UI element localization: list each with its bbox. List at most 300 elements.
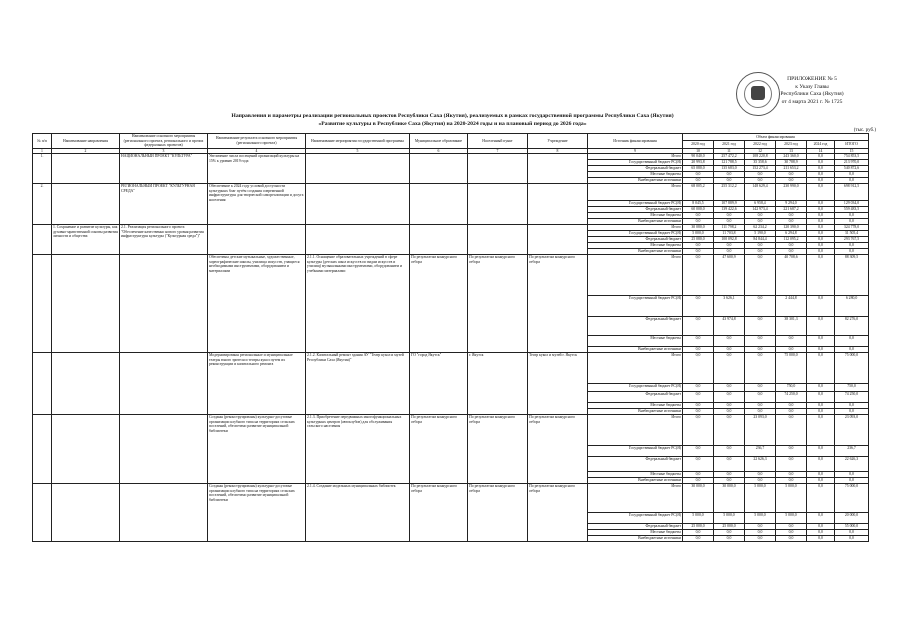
- cell-settlement: По результатам конкурсного отбора: [468, 415, 528, 484]
- cell-amount: 111 798,2: [714, 225, 745, 231]
- cell-amount: 25 080,0: [683, 237, 714, 243]
- cell-amount: 55 000,0: [835, 524, 869, 530]
- cell-amount: 0,0: [683, 446, 714, 457]
- cell-amount: 0,0: [776, 446, 807, 457]
- cell-amount: 0,0: [714, 219, 745, 225]
- cell-amount: 230 990,0: [776, 184, 807, 201]
- cell-source: Местные бюджеты: [588, 213, 683, 219]
- header-project: Наименование основного мероприятия (регионального проекта, регионального и прочих федеральных проектов): [120, 134, 208, 149]
- cell-amount: 0,0: [807, 484, 835, 513]
- cell-amount: 0,0: [745, 403, 776, 409]
- appendix-line: Республики Саха (Якутия): [780, 91, 844, 98]
- cell-amount: 31 505,4: [835, 231, 869, 237]
- cell-amount: 0,0: [835, 478, 869, 484]
- cell-amount: 0,0: [776, 409, 807, 415]
- cell-amount: 0,0: [683, 317, 714, 336]
- cell-num: 2.: [33, 184, 52, 225]
- cell-direction: [52, 353, 120, 415]
- cell-amount: 0,0: [745, 524, 776, 530]
- cell-amount: 5 000,0: [776, 484, 807, 513]
- cell-amount: 0,0: [683, 478, 714, 484]
- cell-amount: 257 472,2: [714, 154, 745, 160]
- cell-amount: 112 095,2: [776, 237, 807, 243]
- cell-source: Федеральный бюджет: [588, 166, 683, 172]
- cell-amount: 0,0: [745, 178, 776, 184]
- cell-amount: 0,0: [835, 472, 869, 478]
- table-row: [33, 184, 869, 201]
- cell-amount: 142 973,4: [745, 207, 776, 213]
- cell-amount: 0,0: [807, 472, 835, 478]
- cell-source: Внебюджетные источники: [588, 178, 683, 184]
- cell-amount: 0,0: [807, 225, 835, 231]
- cell-amount: 0,0: [714, 457, 745, 472]
- cell-amount: 0,0: [835, 336, 869, 347]
- cell-settlement: г. Якутск: [468, 353, 528, 415]
- cell-amount: 25 000,0: [714, 524, 745, 530]
- cell-source: Государственный бюджет РС(Я): [588, 296, 683, 317]
- cell-amount: 0,0: [714, 392, 745, 403]
- cell-institution: [528, 225, 588, 255]
- cell-amount: 47 600,9: [714, 255, 745, 296]
- cell-amount: 0,0: [776, 213, 807, 219]
- cell-amount: 0,0: [745, 219, 776, 225]
- cell-amount: 6 280,0: [835, 296, 869, 317]
- seal-emblem-icon: [751, 86, 765, 100]
- cell-project: [120, 415, 208, 484]
- cell-amount: 5 000,0: [683, 231, 714, 237]
- cell-result: [208, 225, 306, 255]
- cell-amount: 211 653,2: [776, 166, 807, 172]
- cell-num: [33, 415, 52, 484]
- cell-amount: 135 683,0: [714, 166, 745, 172]
- cell-source: Федеральный бюджет: [588, 524, 683, 530]
- cell-amount: 0,0: [807, 524, 835, 530]
- cell-direction: [52, 415, 120, 484]
- cell-amount: 0,0: [714, 446, 745, 457]
- cell-amount: 0,0: [714, 530, 745, 536]
- cell-event: [306, 225, 410, 255]
- cell-amount: 0,0: [714, 213, 745, 219]
- cell-num: 1.: [33, 154, 52, 184]
- cell-amount: 0,0: [683, 392, 714, 403]
- cell-amount: 0,0: [745, 347, 776, 353]
- cell-amount: 0,0: [745, 336, 776, 347]
- cell-amount: 0,0: [714, 472, 745, 478]
- cell-amount: 0,0: [683, 530, 714, 536]
- cell-source: Итого: [588, 415, 683, 446]
- cell-project: 2.1. Реализация регионального проекта "Обеспечение качественно нового уровня развития инфраструктуры культуры ("Культурная среда")": [120, 225, 208, 255]
- cell-amount: 0,0: [745, 478, 776, 484]
- cell-amount: 0,0: [683, 457, 714, 472]
- cell-amount: 60 000,0: [683, 207, 714, 213]
- cell-amount: 148 629,4: [745, 184, 776, 201]
- cell-institution: [528, 184, 588, 225]
- cell-source: Местные бюджеты: [588, 472, 683, 478]
- cell-amount: 0,0: [807, 536, 835, 542]
- cell-amount: 0,0: [835, 243, 869, 249]
- cell-amount: 0,0: [683, 409, 714, 415]
- cell-direction: [52, 255, 120, 353]
- column-number: 13: [776, 148, 807, 154]
- cell-amount: 30 000,0: [714, 484, 745, 513]
- column-number: 10: [683, 148, 714, 154]
- cell-amount: 22 626,3: [835, 457, 869, 472]
- cell-amount: 236,7: [745, 446, 776, 457]
- cell-source: Итого: [588, 184, 683, 201]
- cell-source: Внебюджетные источники: [588, 219, 683, 225]
- cell-settlement: По результатам конкурсного отбора: [468, 255, 528, 353]
- cell-direction: 1. Сохранение и развитие культуры, как духовно-нравственной основы развития личности и общества: [52, 225, 120, 255]
- header-year: 2021 год: [714, 141, 745, 148]
- column-number: 8: [528, 148, 588, 154]
- cell-amount: 0,0: [745, 213, 776, 219]
- cell-project: [120, 255, 208, 353]
- cell-amount: 0,0: [776, 347, 807, 353]
- cell-amount: 0,0: [807, 392, 835, 403]
- header-settlement: Населенный пункт: [468, 134, 528, 149]
- cell-source: Федеральный бюджет: [588, 207, 683, 213]
- cell-amount: 0,0: [835, 347, 869, 353]
- cell-amount: 23 093,0: [745, 415, 776, 446]
- cell-project: [120, 484, 208, 542]
- cell-amount: 3 626,1: [714, 296, 745, 317]
- cell-amount: 0,0: [807, 296, 835, 317]
- cell-amount: 221 687,2: [776, 207, 807, 213]
- cell-amount: 152 273,4: [745, 166, 776, 172]
- cell-event: 2.1.2. Капитальный ремонт здания АУ "Театр кукол и музей Республики Саха (Якутия)": [306, 353, 410, 415]
- cell-settlement: [468, 184, 528, 225]
- cell-amount: 0,0: [835, 219, 869, 225]
- cell-amount: 9 294,0: [776, 201, 807, 207]
- cell-num: [33, 353, 52, 415]
- cell-source: Итого: [588, 225, 683, 231]
- cell-amount: 0,0: [683, 415, 714, 446]
- cell-amount: 121 788,5: [714, 160, 745, 166]
- cell-amount: 559 483,5: [835, 207, 869, 213]
- cell-amount: 0,0: [807, 160, 835, 166]
- column-number: 3: [120, 148, 208, 154]
- cell-amount: 0,0: [745, 353, 776, 384]
- appendix-line: ПРИЛОЖЕНИЕ № 5: [787, 76, 837, 82]
- column-number: 11: [714, 148, 745, 154]
- cell-event: [306, 184, 410, 225]
- cell-amount: 11 703,8: [714, 231, 745, 237]
- column-number: 6: [410, 148, 468, 154]
- cell-amount: 0,0: [714, 243, 745, 249]
- cell-result: Обеспечение к 2024 году условий доступности культурных благ путём создания современной инфраструктуры для творческой самореализации и досуга населения: [208, 184, 306, 225]
- header-total: ИТОГО: [835, 141, 869, 148]
- cell-amount: 0,0: [683, 384, 714, 392]
- cell-source: Итого: [588, 154, 683, 160]
- cell-amount: 0,0: [683, 296, 714, 317]
- cell-amount: 0,0: [776, 524, 807, 530]
- cell-amount: 6 294,8: [776, 231, 807, 237]
- cell-amount: 0,0: [807, 172, 835, 178]
- cell-amount: 0,0: [745, 243, 776, 249]
- column-number: 12: [745, 148, 776, 154]
- cell-amount: 5 000,0: [745, 484, 776, 513]
- cell-amount: 0,0: [807, 178, 835, 184]
- cell-amount: 698 912,5: [835, 184, 869, 201]
- cell-result: Увеличение числа посещений организаций культуры на 15% к уровню 2019 года: [208, 154, 306, 184]
- cell-source: Внебюджетные источники: [588, 347, 683, 353]
- cell-amount: 0,0: [807, 255, 835, 296]
- cell-source: Местные бюджеты: [588, 172, 683, 178]
- cell-institution: Театр кукол и музей г. Якутск: [528, 353, 588, 415]
- cell-amount: 0,0: [683, 243, 714, 249]
- cell-amount: 35 358,6: [745, 160, 776, 166]
- cell-direction: [52, 184, 120, 225]
- cell-source: Федеральный бюджет: [588, 392, 683, 403]
- cell-event: 2.1.1. Оснащение образовательных учреждений в сфере культуры (детских школ искусств по видам искусств и училищ) музыкальными инструментами, оборудованием и учебными материалами: [306, 255, 410, 353]
- cell-amount: 0,0: [683, 403, 714, 409]
- cell-source: Местные бюджеты: [588, 403, 683, 409]
- cell-amount: 0,0: [683, 472, 714, 478]
- cell-amount: 0,0: [714, 172, 745, 178]
- cell-amount: 120 390,0: [776, 225, 807, 231]
- header-num: № п/п: [33, 134, 52, 149]
- cell-amount: 0,0: [714, 347, 745, 353]
- cell-amount: 0,0: [776, 415, 807, 446]
- cell-source: Государственный бюджет РС(Я): [588, 384, 683, 392]
- cell-result: Обеспечены детские музыкальные, художественные, хореографические школы, училища искусств, учащиеся необходимыми инструментами, оборудованием и материалами: [208, 255, 306, 353]
- cell-amount: 0,0: [745, 472, 776, 478]
- cell-amount: 0,0: [714, 478, 745, 484]
- cell-amount: 0,0: [776, 536, 807, 542]
- cell-amount: 6 958,4: [745, 201, 776, 207]
- financing-table: [32, 133, 869, 542]
- table-row: [33, 484, 869, 513]
- cell-amount: 0,0: [807, 213, 835, 219]
- cell-amount: 0,0: [745, 172, 776, 178]
- cell-amount: 0,0: [745, 409, 776, 415]
- cell-amount: 0,0: [745, 255, 776, 296]
- cell-source: Местные бюджеты: [588, 243, 683, 249]
- cell-amount: 0,0: [714, 353, 745, 384]
- cell-amount: 0,0: [835, 530, 869, 536]
- header-event: Наименование мероприятия государственной программы: [306, 134, 410, 149]
- cell-amount: 40 708,6: [776, 255, 807, 296]
- title-line-1: Направления и параметры реализации региональных проектов Республики Саха (Якутия), реализуемых в рамках государственной программы Республики Саха (Якутия): [231, 113, 674, 119]
- cell-amount: 0,0: [714, 403, 745, 409]
- column-number: 7: [468, 148, 528, 154]
- cell-source: Федеральный бюджет: [588, 457, 683, 472]
- cell-amount: 0,0: [807, 457, 835, 472]
- cell-amount: 0,0: [745, 536, 776, 542]
- cell-amount: 0,0: [683, 336, 714, 347]
- document-title: [40, 112, 865, 128]
- cell-amount: 0,0: [745, 296, 776, 317]
- column-number: 14: [807, 148, 835, 154]
- cell-amount: 5 000,0: [776, 513, 807, 524]
- cell-num: [33, 225, 52, 255]
- cell-amount: 0,0: [835, 536, 869, 542]
- cell-amount: 0,0: [807, 219, 835, 225]
- cell-institution: По результатам конкурсного отбора: [528, 415, 588, 484]
- cell-amount: 0,0: [807, 446, 835, 457]
- cell-amount: 540 872,6: [835, 166, 869, 172]
- cell-source: Внебюджетные источники: [588, 536, 683, 542]
- cell-amount: 75 000,0: [776, 353, 807, 384]
- cell-amount: 324 778,0: [835, 225, 869, 231]
- cell-amount: 0,0: [835, 178, 869, 184]
- cell-amount: 0,0: [714, 409, 745, 415]
- header-result: Наименование результата основного мероприятия (регионального проекта): [208, 134, 306, 149]
- cell-municipality: По результатам конкурсного отбора: [410, 255, 468, 353]
- cell-amount: 100 092,8: [714, 237, 745, 243]
- cell-amount: 0,0: [807, 231, 835, 237]
- cell-amount: 0,0: [776, 457, 807, 472]
- cell-amount: 5 000,0: [714, 513, 745, 524]
- cell-amount: 0,0: [745, 392, 776, 403]
- cell-amount: 0,0: [776, 178, 807, 184]
- column-number: 15: [835, 148, 869, 154]
- cell-amount: 0,0: [745, 384, 776, 392]
- cell-amount: 0,0: [776, 403, 807, 409]
- cell-amount: 0,0: [835, 409, 869, 415]
- cell-num: [33, 255, 52, 353]
- cell-amount: 107 889,9: [714, 201, 745, 207]
- cell-amount: 0,0: [807, 166, 835, 172]
- cell-amount: 30 080,0: [683, 225, 714, 231]
- header-volume: Объем финансирования: [683, 134, 869, 141]
- header-institution: Учреждение: [528, 134, 588, 149]
- cell-amount: 82 276,0: [835, 317, 869, 336]
- cell-amount: 0,0: [807, 154, 835, 160]
- cell-source: Внебюджетные источники: [588, 409, 683, 415]
- cell-institution: По результатам конкурсного отбора: [528, 255, 588, 353]
- cell-amount: 0,0: [807, 353, 835, 384]
- cell-amount: 0,0: [683, 172, 714, 178]
- cell-amount: 0,0: [807, 513, 835, 524]
- column-number: 4: [208, 148, 306, 154]
- cell-amount: 754 853,5: [835, 154, 869, 160]
- cell-amount: 5 000,0: [683, 513, 714, 524]
- cell-amount: 0,0: [714, 178, 745, 184]
- cell-amount: 25 000,0: [683, 524, 714, 530]
- cell-amount: 74 250,0: [776, 392, 807, 403]
- cell-amount: 8 045,5: [683, 201, 714, 207]
- header-source: Источник финансирования: [588, 134, 683, 149]
- cell-amount: 75 000,0: [835, 353, 869, 384]
- cell-project: РЕГИОНАЛЬНЫЙ ПРОЕКТ "КУЛЬТУРНАЯ СРЕДА": [120, 184, 208, 225]
- cell-settlement: [468, 154, 528, 184]
- cell-amount: 0,0: [776, 219, 807, 225]
- cell-amount: 0,0: [776, 243, 807, 249]
- table-row: [33, 255, 869, 296]
- cell-amount: 0,0: [776, 336, 807, 347]
- cell-amount: 129 034,0: [835, 201, 869, 207]
- cell-source: Внебюджетные источники: [588, 478, 683, 484]
- cell-amount: 0,0: [807, 201, 835, 207]
- cell-amount: 23 093,0: [835, 415, 869, 446]
- cell-amount: 20 993,8: [683, 160, 714, 166]
- cell-event: [306, 154, 410, 184]
- cell-amount: 236,7: [835, 446, 869, 457]
- cell-amount: 38 301,3: [776, 317, 807, 336]
- cell-source: Внебюджетные источники: [588, 249, 683, 255]
- cell-amount: 0,0: [807, 478, 835, 484]
- header-year: 2024 год: [807, 141, 835, 148]
- cell-source: Местные бюджеты: [588, 336, 683, 347]
- cell-amount: 68 005,2: [683, 184, 714, 201]
- cell-project: [120, 353, 208, 415]
- cell-municipality: [410, 184, 468, 225]
- cell-amount: 750,0: [835, 384, 869, 392]
- cell-amount: 0,0: [807, 184, 835, 201]
- cell-institution: По результатам конкурсного отбора: [528, 484, 588, 542]
- cell-amount: 43 974,8: [714, 317, 745, 336]
- cell-num: [33, 484, 52, 542]
- column-number: 1: [33, 148, 52, 154]
- cell-amount: 0,0: [835, 249, 869, 255]
- header-year: 2020 год: [683, 141, 714, 148]
- cell-amount: 30 788,9: [776, 160, 807, 166]
- cell-amount: 0,0: [683, 536, 714, 542]
- cell-amount: 5 190,0: [745, 231, 776, 237]
- title-line-2: «Развитие культуры в Республике Саха (Якутия) на 2020-2024 годы и на плановый период до 2026 года»: [318, 121, 587, 127]
- cell-amount: 243 360,0: [776, 154, 807, 160]
- cell-amount: 0,0: [745, 249, 776, 255]
- cell-settlement: По результатам конкурсного отбора: [468, 484, 528, 542]
- header-municipality: Муниципальное образование: [410, 134, 468, 149]
- appendix-line: от 4 марта 2021 г. № 1725: [781, 98, 843, 105]
- cell-amount: 75 000,0: [835, 484, 869, 513]
- cell-amount: 0,0: [807, 409, 835, 415]
- column-number: 9: [588, 148, 683, 154]
- cell-source: Государственный бюджет РС(Я): [588, 513, 683, 524]
- cell-amount: 74 250,0: [835, 392, 869, 403]
- cell-municipality: ГО "город Якутск": [410, 353, 468, 415]
- header-year: 2023 год: [776, 141, 807, 148]
- cell-amount: 0,0: [807, 237, 835, 243]
- cell-amount: 0,0: [683, 347, 714, 353]
- cell-amount: 0,0: [807, 530, 835, 536]
- cell-amount: 90 040,0: [683, 154, 714, 160]
- table-row: [33, 353, 869, 384]
- cell-amount: 88 309,5: [835, 255, 869, 296]
- cell-amount: 139 422,6: [714, 207, 745, 213]
- cell-amount: 0,0: [807, 243, 835, 249]
- cell-amount: 0,0: [807, 384, 835, 392]
- cell-amount: 0,0: [683, 213, 714, 219]
- cell-result: Модернизированы региональные и муниципальные театры юного зрителя и театры кукол путем их реконструкции и капитального ремонта: [208, 353, 306, 415]
- cell-amount: 0,0: [683, 178, 714, 184]
- cell-amount: 750,0: [776, 384, 807, 392]
- cell-municipality: [410, 225, 468, 255]
- cell-source: Государственный бюджет РС(Я): [588, 231, 683, 237]
- cell-amount: 0,0: [835, 213, 869, 219]
- cell-amount: 0,0: [714, 415, 745, 446]
- cell-amount: 0,0: [776, 530, 807, 536]
- cell-amount: 84 844,4: [745, 237, 776, 243]
- cell-amount: 0,0: [683, 249, 714, 255]
- cell-amount: 0,0: [807, 347, 835, 353]
- cell-municipality: По результатам конкурсного отбора: [410, 484, 468, 542]
- cell-amount: 0,0: [807, 207, 835, 213]
- cell-amount: 65 080,0: [683, 166, 714, 172]
- cell-institution: [528, 154, 588, 184]
- cell-amount: 0,0: [683, 219, 714, 225]
- cell-amount: 255 312,2: [714, 184, 745, 201]
- cell-settlement: [468, 225, 528, 255]
- cell-amount: 0,0: [714, 536, 745, 542]
- appendix-note: [757, 76, 867, 106]
- cell-amount: 2 444,8: [776, 296, 807, 317]
- cell-amount: 0,0: [745, 530, 776, 536]
- cell-source: Государственный бюджет РС(Я): [588, 446, 683, 457]
- column-number: 2: [52, 148, 120, 154]
